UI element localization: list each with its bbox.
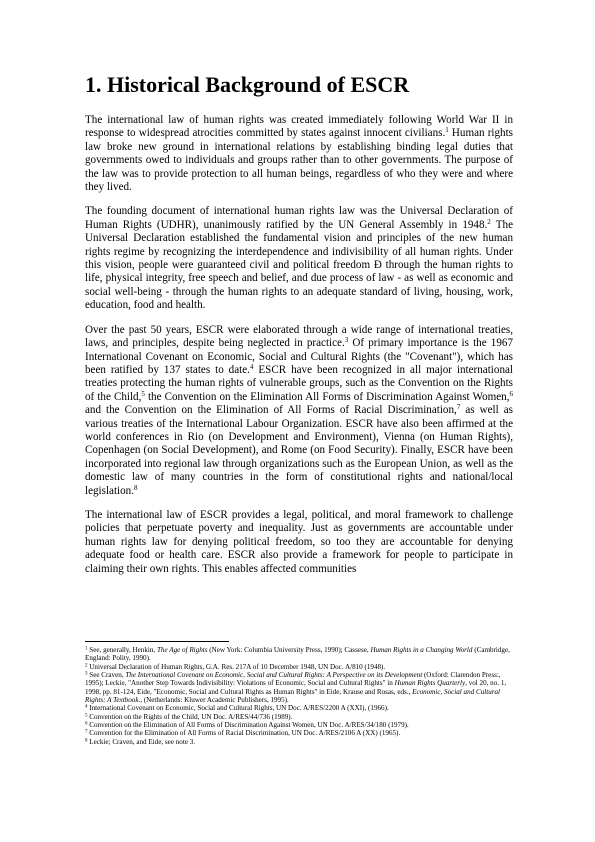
text-run: (Oxford: Clarendon Press:, 1995); Leckie, "Another Step Towards Indivisibility: Violations of Economic, Social and Cultural Rights" in [85,671,501,688]
footnote-reference: 3 [85,671,88,677]
footnote-reference: 5 [141,389,145,398]
footnote-reference: 8 [85,738,88,744]
text-run: as well as various treaties of the International Labour Organization. ESCR have also been affirmed at the world conferences in Rio (on Development and Environment), Vienna (on Human Rights), Copenhagen (on Social Development), and Rome (on Food Security). Finally, ESCR have been incorporated into regional law through organizations such as the European Union, as well as the domestic law of many countries in the form of constitutional rights and national/local legislation. [85,404,513,497]
italic-title: Human Rights in a Changing World [370,646,473,654]
italic-title: Economic, Social and Cultural Rights: A Textbook [85,687,501,705]
text-run: , vol 20, no. 1, 1998, pp. 81-124, Eide, "Economic, Social and Cultural Rights as Human Rights" in Eide, Krause and Rosas, eds., [85,679,507,696]
footnote [85,663,513,671]
body-paragraph [85,324,513,498]
footnote-reference: 4 [85,704,88,710]
text-run: Over the past 50 years, ESCR were elaborated through a wide range of international treaties, laws, and principles, despite being neglected in practice. [85,323,513,350]
italic-title: The Age of Rights [156,646,208,654]
text-run: International Covenant on Economic, Social and Cultural Rights, UN Doc. A/RES/2200 A (XXI), (1966). [87,704,389,713]
section-heading: 1. Historical Background of ESCR [85,72,410,97]
footnote-reference: 7 [456,403,461,412]
footnote-reference: 3 [344,336,349,345]
italic-title: The International Covenant on Economic, Social and Cultural Rights: A Perspective on its Development [125,671,423,680]
text-run: (Cambridge, England: Polity, 1990). [85,646,510,663]
text-run: Convention for the Elimination of All Forms of Racial Discrimination, UN Doc. A/RES/2106 A (XX) (1965). [87,729,401,738]
text-run: the Convention on the Elimination All Forms of Discrimination Against Women, [144,390,510,403]
text-run: Convention on the Rights of the Child, UN Doc. A/RES/44/736 (1989). [87,712,293,721]
italic-title: Human Rights Quarterly [394,679,466,688]
main-content [85,72,513,576]
footnote [85,704,513,712]
text-run: Universal Declaration of Human Rights, G.A. Res. 217A of 10 December 1948, UN Doc. A/810 (1948). [87,662,386,671]
body-paragraph [85,205,513,312]
footnote [85,729,513,737]
text-run: The Universal Declaration established the fundamental vision and principles of the new human rights regime by recognizing the interdependence and indivisibility of all human rights. Under this vision, people were guaranteed civil and political freedom Ð through the human rights to life, physical integrity, free speech and belief, and due process of law - as well as economic and social well-being - through the human rights to an adequate standard of living, housing, work, education, food and health. [85,218,513,312]
body-paragraph [85,114,513,194]
footnote-reference: 7 [85,729,88,735]
text-run: The international law of human rights was created immediately following World War II in response to widespread atrocities committed by states against innocent civilians. [85,114,513,140]
footnote [85,671,513,704]
footnote [85,646,513,663]
text-run: The founding document of international human rights law was the Universal Declaration of Human Rights (UDHR), unanimously ratified by the UN General Assembly in 1948. [85,205,513,231]
footnote-reference: 5 [85,713,88,719]
footnotes [85,646,513,746]
footnote-reference: 2 [487,217,491,226]
footnote-reference: 2 [85,663,88,669]
text-run: Human rights law broke new ground in international relations by establishing binding legal duties that governments owed to individuals and groups rather than to other governments. The purpose of the law was to provide protection to all human beings, regardless of who they were and where they lived. [85,127,513,194]
footnote-reference: 1 [445,126,449,135]
footnote [85,713,513,721]
text-run: Leckie; Craven, and Eide, see note 3. [87,737,196,746]
text-run: See Craven, [87,671,126,680]
text-run: ., (Netherlands: Kluwer Academic Publishers, 1995). [138,696,289,705]
footnote-divider [85,641,229,642]
text-run: The international law of ESCR provides a legal, political, and moral framework to challenge policies that perpetuate poverty and inequality. Just as governments are accountable under human rights law for denying political freedom, so too they are accountable for denying adequate food or health care. ESCR also provide a framework for people to participate in claiming their own rights. This enables affected communities [85,508,513,575]
text-run: Convention on the Elimination of All Forms of Discrimination Against Women, UN Doc. A/RES/34/180 (1979). [87,721,409,730]
text-run: Of primary importance is the 1967 International Covenant on Economic, Social and Cultural Rights (the "Covenant"), which has been ratified by 137 states to date. [85,337,513,376]
body-text [85,114,513,576]
text-run: See, generally, Henkin, [87,646,157,654]
footnote-reference: 4 [249,362,254,371]
footnote-reference: 8 [134,483,138,492]
text-run: (New York: Columbia University Press, 1990); Cassese, [207,646,371,654]
footnote-reference: 6 [85,721,88,727]
text-run: ESCR have been recognized in all major international treaties protecting the human rights of vulnerable groups, such as the Convention on the Rights of the Child, [85,363,513,403]
footnote-reference: 1 [85,646,88,652]
text-run: and the Convention on the Elimination of All Forms of Racial Discrimination, [85,404,457,417]
footnote [85,721,513,729]
footnote [85,738,513,746]
footnote-reference: 6 [509,389,513,398]
body-paragraph [85,509,513,576]
